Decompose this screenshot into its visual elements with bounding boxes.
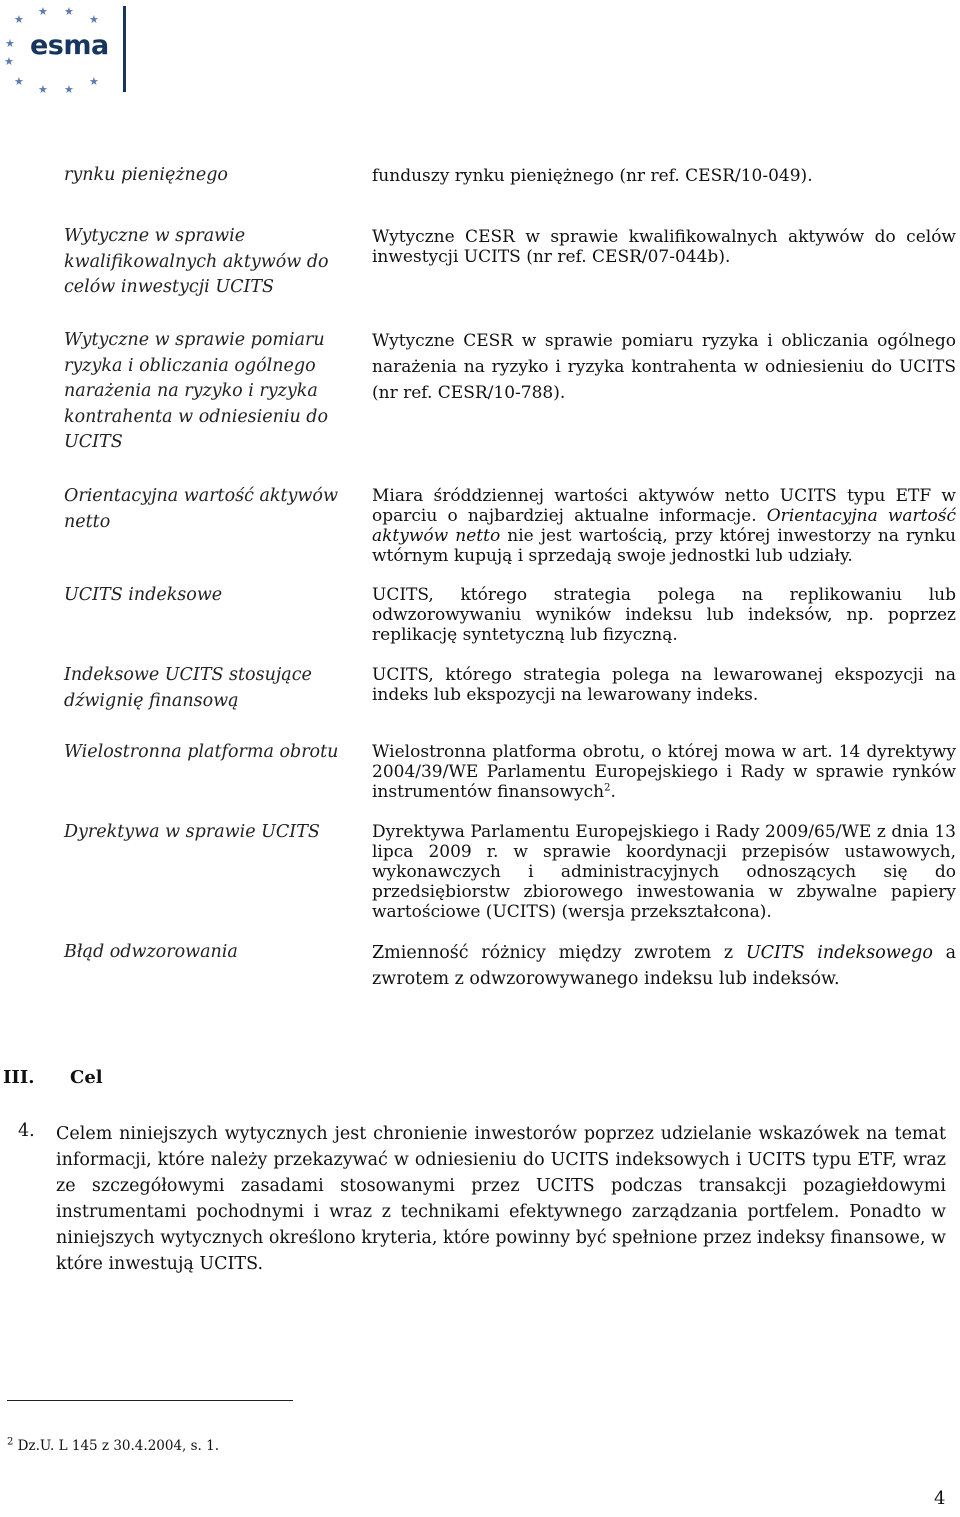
- glossary-definition: Dyrektywa Parlamentu Europejskiego i Rady 2009/65/WE z dnia 13 lipca 2009 r. w sprawie koordynacji przepisów ustawowych, wykonawczych i administracyjnych odnoszących się do przedsiębiorstw zbiorowego inwestowania w zbywalne papiery wartościowe (UCITS) (wersja przekształcona).: [372, 822, 956, 922]
- star-icon: ★: [38, 5, 48, 18]
- footnote-text: Dz.U. L 145 z 30.4.2004, s. 1.: [17, 1438, 220, 1454]
- definition-text: .: [610, 782, 616, 802]
- definition-text: a zwrotem z odwzorowywanego indeksu lub indeksów.: [372, 943, 956, 989]
- definition-text: Zmienność różnicy między zwrotem z: [372, 943, 746, 963]
- star-icon: ★: [14, 75, 24, 88]
- paragraph-number: 4.: [18, 1121, 35, 1141]
- glossary-term: Orientacyjna wartość aktywów netto: [64, 486, 338, 532]
- star-icon: ★: [4, 55, 14, 68]
- logo-divider: [123, 6, 126, 92]
- glossary-definition: [372, 742, 956, 802]
- definition-italic-text: UCITS indeksowego: [745, 943, 933, 963]
- page-number: 4: [934, 1488, 946, 1509]
- glossary-definition: Wytyczne CESR w sprawie pomiaru ryzyka i obliczania ogólnego narażenia na ryzyko i ryzyka kontrahenta w odniesieniu do UCITS (nr ref. CESR/10-788).: [372, 331, 956, 403]
- section-number: III.: [3, 1067, 35, 1088]
- star-icon: ★: [38, 83, 48, 96]
- star-icon: ★: [64, 83, 74, 96]
- definition-text: nie jest wartością, przy której inwestorzy na rynku wtórnym kupują i sprzedają swoje jednostki lub udziały.: [372, 526, 956, 566]
- glossary-term: rynku pieniężnego: [64, 165, 228, 185]
- glossary-term: Indeksowe UCITS stosujące dźwignię finansową: [64, 665, 312, 711]
- star-icon: ★: [89, 13, 99, 26]
- footnote-separator: [7, 1400, 293, 1401]
- glossary-definition: [372, 486, 956, 566]
- glossary-term: Wytyczne w sprawie pomiaru ryzyka i obliczania ogólnego narażenia na ryzyko i ryzyka kontrahenta w odniesieniu do UCITS: [64, 330, 329, 452]
- glossary-definition: [372, 940, 956, 992]
- glossary-definition: Wytyczne CESR w sprawie kwalifikowalnych aktywów do celów inwestycji UCITS (nr ref. CESR/07-044b).: [372, 227, 956, 267]
- paragraph-text: Celem niniejszych wytycznych jest chronienie inwestorów poprzez udzielanie wskazówek na temat informacji, które należy przekazywać w odniesieniu do UCITS indeksowych i UCITS typu ETF, wraz ze szczegółowymi zasadami stosowanymi przez UCITS podczas transakcji pozagiełdowymi instrumentami pochodnymi i wraz z technikami efektywnego zarządzania portfelem. Ponadto w niniejszych wytycznych określono kryteria, które powinny być spełnione przez indeksy finansowe, w które inwestują UCITS.: [56, 1124, 946, 1274]
- logo-text: esma: [30, 30, 109, 61]
- glossary-definition: funduszy rynku pieniężnego (nr ref. CESR/10-049).: [372, 166, 813, 186]
- footnote: [7, 1438, 219, 1454]
- section-title: Cel: [70, 1067, 103, 1088]
- definition-text: Wielostronna platforma obrotu, o której mowa w art. 14 dyrektywy 2004/39/WE Parlamentu Europejskiego i Rady w sprawie rynków instrumentów finansowych: [372, 742, 956, 802]
- glossary-term: UCITS indeksowe: [64, 585, 223, 605]
- star-icon: ★: [89, 75, 99, 88]
- esma-logo: [0, 0, 130, 96]
- glossary-term: Błąd odwzorowania: [64, 942, 238, 962]
- glossary-term: Wytyczne w sprawie kwalifikowalnych aktywów do celów inwestycji UCITS: [64, 226, 329, 297]
- star-icon: ★: [5, 37, 15, 50]
- glossary-term: Dyrektywa w sprawie UCITS: [64, 822, 320, 842]
- definition-italic-text: Orientacyjna wartość aktywów netto: [372, 506, 956, 546]
- star-icon: ★: [14, 13, 24, 26]
- definition-text: Miara śróddziennej wartości aktywów netto UCITS typu ETF w oparciu o najbardziej aktualne informacje.: [372, 486, 956, 526]
- glossary-definition: UCITS, którego strategia polega na lewarowanej ekspozycji na indeks lub ekspozycji na lewarowany indeks.: [372, 665, 956, 705]
- footnote-reference[interactable]: 2: [604, 782, 611, 794]
- footnote-mark: 2: [7, 1436, 14, 1448]
- glossary-definition: UCITS, którego strategia polega na replikowaniu lub odwzorowywaniu wyników indeksu lub indeksów, np. poprzez replikację syntetyczną lub fizyczną.: [372, 585, 956, 645]
- glossary-term: Wielostronna platforma obrotu: [64, 742, 339, 762]
- star-icon: ★: [64, 5, 74, 18]
